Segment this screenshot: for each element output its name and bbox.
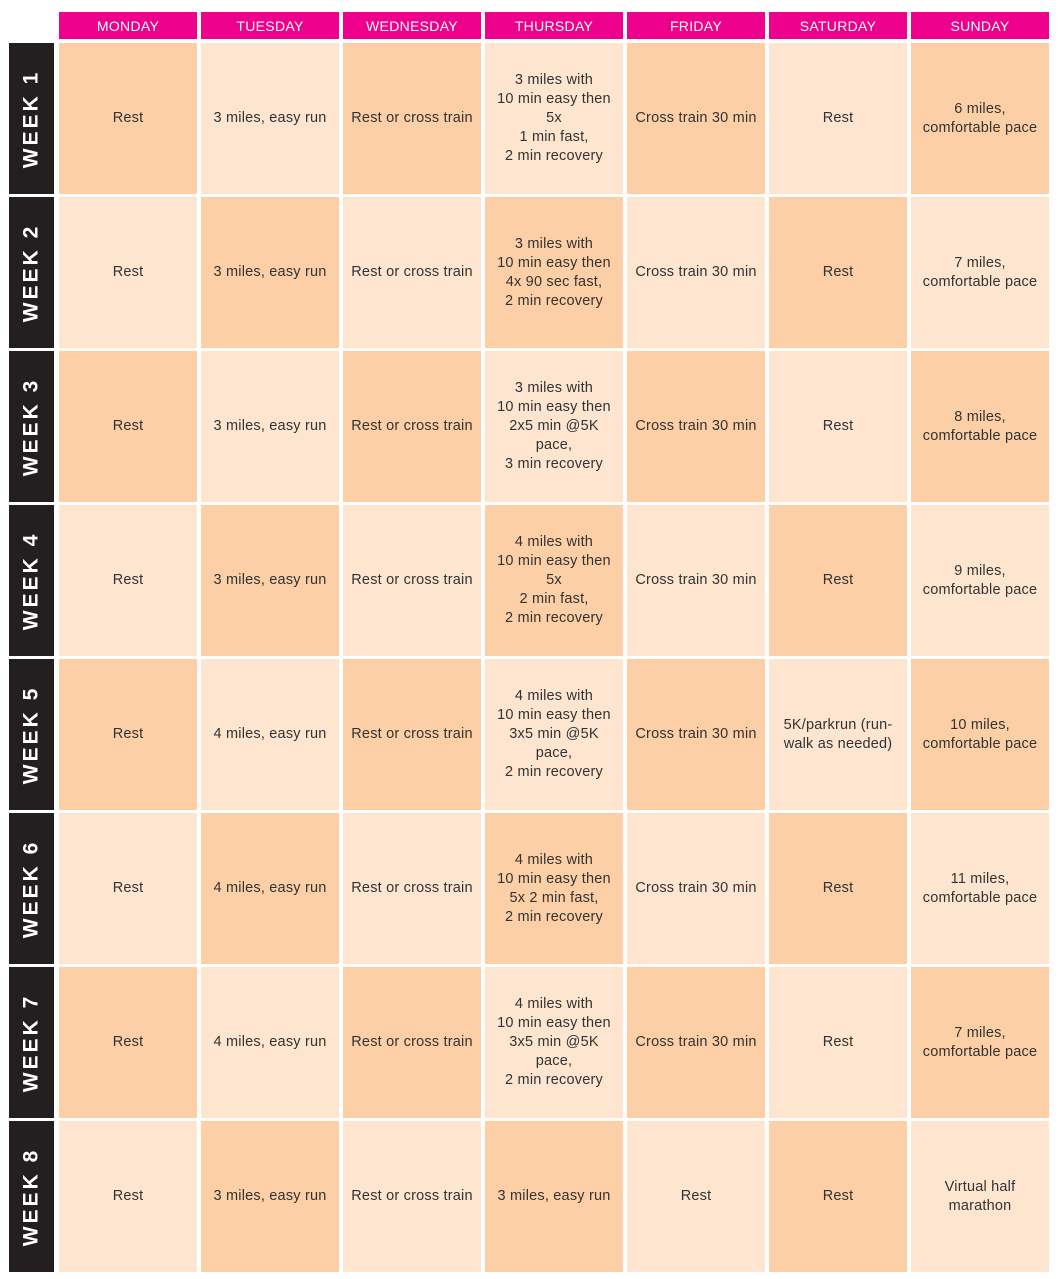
cell-week1-friday: Cross train 30 min (627, 43, 765, 194)
cell-week3-saturday: Rest (769, 351, 907, 502)
week-label-text: WEEK 5 (19, 685, 43, 784)
header-saturday: SATURDAY (769, 12, 907, 39)
cell-week3-tuesday: 3 miles, easy run (201, 351, 339, 502)
cell-week5-thursday: 4 miles with 10 min easy then 3x5 min @5K pace, 2 min recovery (485, 659, 623, 810)
cell-week3-thursday: 3 miles with 10 min easy then 2x5 min @5K pace, 3 min recovery (485, 351, 623, 502)
cell-week1-thursday: 3 miles with 10 min easy then 5x 1 min fast, 2 min recovery (485, 43, 623, 194)
cell-week5-wednesday: Rest or cross train (343, 659, 481, 810)
cell-week6-monday: Rest (59, 813, 197, 964)
cell-week2-monday: Rest (59, 197, 197, 348)
cell-week8-friday: Rest (627, 1121, 765, 1272)
week-label-7 (9, 967, 54, 1118)
cell-week5-friday: Cross train 30 min (627, 659, 765, 810)
week-label-text: WEEK 4 (19, 531, 43, 630)
header-wednesday: WEDNESDAY (343, 12, 481, 39)
cell-week3-friday: Cross train 30 min (627, 351, 765, 502)
cell-week1-tuesday: 3 miles, easy run (201, 43, 339, 194)
cell-week4-monday: Rest (59, 505, 197, 656)
cell-week3-monday: Rest (59, 351, 197, 502)
cell-week1-wednesday: Rest or cross train (343, 43, 481, 194)
cell-week3-sunday: 8 miles, comfortable pace (911, 351, 1049, 502)
cell-week2-friday: Cross train 30 min (627, 197, 765, 348)
cell-week6-saturday: Rest (769, 813, 907, 964)
cell-week4-friday: Cross train 30 min (627, 505, 765, 656)
cell-week6-friday: Cross train 30 min (627, 813, 765, 964)
cell-week4-thursday: 4 miles with 10 min easy then 5x 2 min fast, 2 min recovery (485, 505, 623, 656)
cell-week8-tuesday: 3 miles, easy run (201, 1121, 339, 1272)
cell-week5-monday: Rest (59, 659, 197, 810)
cell-week6-wednesday: Rest or cross train (343, 813, 481, 964)
cell-week7-thursday: 4 miles with 10 min easy then 3x5 min @5K pace, 2 min recovery (485, 967, 623, 1118)
cell-week5-saturday: 5K/parkrun (run- walk as needed) (769, 659, 907, 810)
cell-week7-friday: Cross train 30 min (627, 967, 765, 1118)
cell-week2-saturday: Rest (769, 197, 907, 348)
cell-week1-sunday: 6 miles, comfortable pace (911, 43, 1049, 194)
cell-week4-wednesday: Rest or cross train (343, 505, 481, 656)
cell-week8-monday: Rest (59, 1121, 197, 1272)
cell-week7-sunday: 7 miles, comfortable pace (911, 967, 1049, 1118)
header-friday: FRIDAY (627, 12, 765, 39)
cell-week8-thursday: 3 miles, easy run (485, 1121, 623, 1272)
header-monday: MONDAY (59, 12, 197, 39)
cell-week5-sunday: 10 miles, comfortable pace (911, 659, 1049, 810)
week-label-4 (9, 505, 54, 656)
cell-week4-sunday: 9 miles, comfortable pace (911, 505, 1049, 656)
week-label-3 (9, 351, 54, 502)
cell-week1-saturday: Rest (769, 43, 907, 194)
week-label-5 (9, 659, 54, 810)
cell-week4-tuesday: 3 miles, easy run (201, 505, 339, 656)
table-corner (0, 0, 57, 28)
week-label-8 (9, 1121, 54, 1272)
week-label-text: WEEK 3 (19, 377, 43, 476)
cell-week4-saturday: Rest (769, 505, 907, 656)
week-label-2 (9, 197, 54, 348)
cell-week2-sunday: 7 miles, comfortable pace (911, 197, 1049, 348)
cell-week1-monday: Rest (59, 43, 197, 194)
week-label-text: WEEK 6 (19, 839, 43, 938)
cell-week7-monday: Rest (59, 967, 197, 1118)
week-label-1 (9, 43, 54, 194)
header-sunday: SUNDAY (911, 12, 1049, 39)
cell-week3-wednesday: Rest or cross train (343, 351, 481, 502)
header-thursday: THURSDAY (485, 12, 623, 39)
cell-week7-saturday: Rest (769, 967, 907, 1118)
cell-week6-thursday: 4 miles with 10 min easy then 5x 2 min fast, 2 min recovery (485, 813, 623, 964)
header-tuesday: TUESDAY (201, 12, 339, 39)
week-label-text: WEEK 1 (19, 69, 43, 168)
cell-week8-wednesday: Rest or cross train (343, 1121, 481, 1272)
cell-week6-sunday: 11 miles, comfortable pace (911, 813, 1049, 964)
week-label-text: WEEK 7 (19, 993, 43, 1092)
week-label-text: WEEK 2 (19, 223, 43, 322)
cell-week2-tuesday: 3 miles, easy run (201, 197, 339, 348)
cell-week6-tuesday: 4 miles, easy run (201, 813, 339, 964)
week-label-text: WEEK 8 (19, 1147, 43, 1246)
cell-week8-sunday: Virtual half marathon (911, 1121, 1049, 1272)
cell-week5-tuesday: 4 miles, easy run (201, 659, 339, 810)
cell-week2-wednesday: Rest or cross train (343, 197, 481, 348)
cell-week7-tuesday: 4 miles, easy run (201, 967, 339, 1118)
cell-week2-thursday: 3 miles with 10 min easy then 4x 90 sec fast, 2 min recovery (485, 197, 623, 348)
cell-week7-wednesday: Rest or cross train (343, 967, 481, 1118)
week-label-6 (9, 813, 54, 964)
cell-week8-saturday: Rest (769, 1121, 907, 1272)
